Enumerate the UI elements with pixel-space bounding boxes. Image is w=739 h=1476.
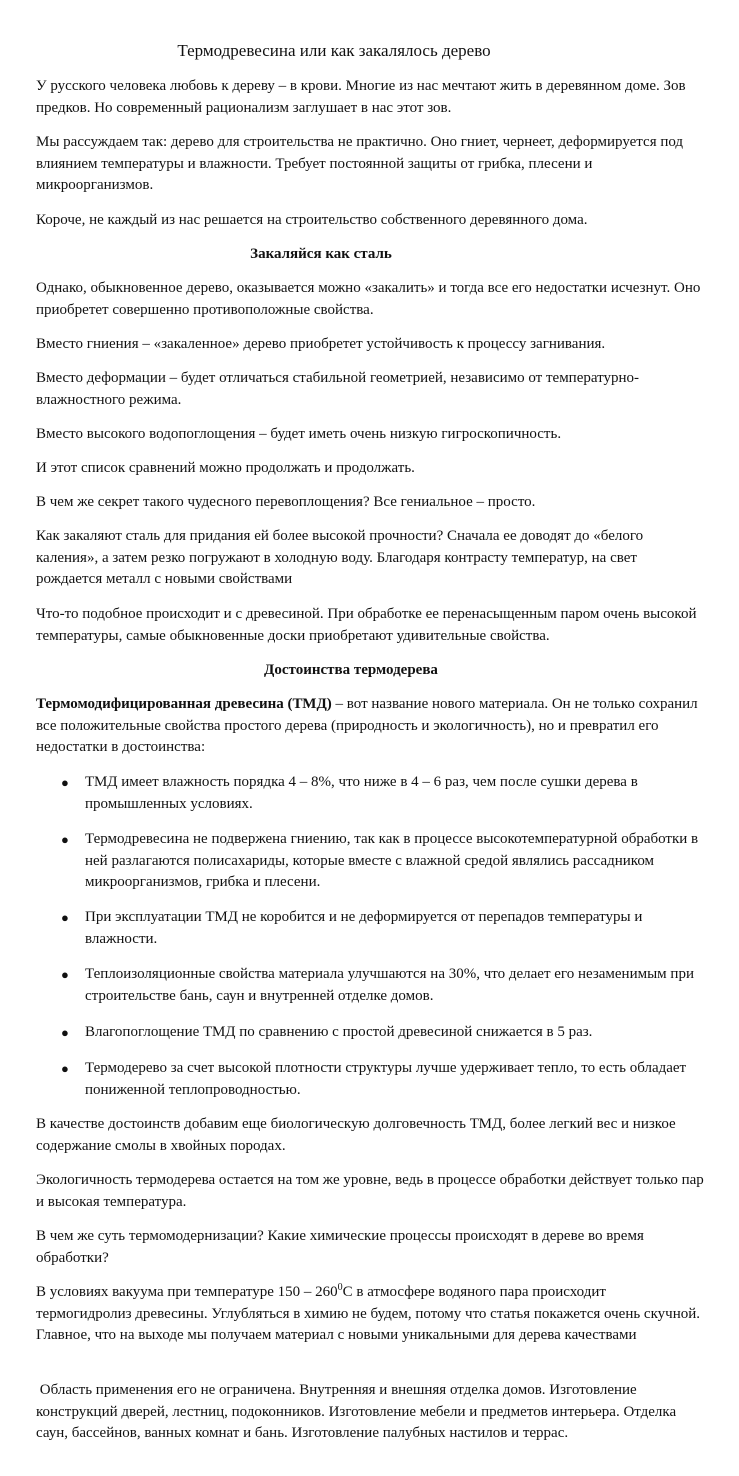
bullet-icon: ● bbox=[61, 832, 69, 847]
vacuum-text-end: С в атмосфере водяного пара происходит термогидролиз древесины. Углубляться в химию не будем, потому что статья покажется очень скучной. Главное, что на выходе мы получаем материал с новыми уникальными для дерева качествами bbox=[36, 1284, 701, 1344]
bullet-icon: ● bbox=[61, 1025, 69, 1040]
tmd-term: Термомодифицированная древесина (ТМД) bbox=[36, 696, 332, 712]
section1-paragraph-8: Что-то подобное происходит и с древесиной. При обработке ее перенасыщенным паром очень высокой температуры, самые обыкновенные доски приобретают удивительные свойства. bbox=[36, 606, 697, 644]
advantage-item bbox=[61, 964, 701, 1007]
intro-paragraph-3: Короче, не каждый из нас решается на строительство собственного деревянного дома. bbox=[36, 212, 588, 228]
document-title: Термодревесина или как закалялось дерево bbox=[177, 41, 491, 60]
section1-paragraph-1: Однако, обыкновенное дерево, оказывается можно «закалить» и тогда все его недостатки исчезнут. Оно приобретет совершенно противоположные свойства. bbox=[36, 280, 701, 318]
section-heading-harden: Закаляйся как сталь bbox=[250, 246, 392, 262]
advantage-item bbox=[61, 829, 701, 894]
bullet-icon: ● bbox=[61, 967, 69, 982]
section1-paragraph-4: Вместо высокого водопоглощения – будет иметь очень низкую гигроскопичность. bbox=[36, 426, 562, 442]
degree-superscript: 0 bbox=[337, 1282, 343, 1293]
intro-paragraph-2: Мы рассуждаем так: дерево для строительства не практично. Оно гниет, чернеет, деформируется под влиянием температуры и влажности. Требует постоянной защиты от грибка, плесени и микроорганизмов. bbox=[36, 134, 684, 194]
section2-paragraph-3: В чем же суть термомодернизации? Какие химические процессы происходят в дереве во время обработки? bbox=[36, 1228, 644, 1266]
tmd-lead-paragraph bbox=[36, 694, 704, 759]
vacuum-paragraph bbox=[36, 1282, 704, 1347]
section1-paragraph-6: В чем же секрет такого чудесного перевоплощения? Все гениальное – просто. bbox=[36, 494, 536, 510]
section1-paragraph-5: И этот список сравнений можно продолжать и продолжать. bbox=[36, 460, 415, 476]
advantage-text: ТМД имеет влажность порядка 4 – 8%, что ниже в 4 – 6 раз, чем после сушки дерева в промышленных условиях. bbox=[85, 774, 638, 812]
closing-paragraph: Область применения его не ограничена. Внутренняя и внешняя отделка домов. Изготовление конструкций дверей, лестниц, подоконников. Изготовление мебели и предметов интерьера. Отделка саун, бассейнов, ванных комнат и бань. Изготовление палубных настилов и террас. bbox=[36, 1382, 680, 1442]
advantage-text: Термодревесина не подвержена гниению, так как в процессе высокотемпературной обработки в ней разлагаются полисахариды, которые вместе с влажной средой являлись рассадником микроорганизмов, грибка и плесени. bbox=[85, 831, 699, 891]
bullet-icon: ● bbox=[61, 1061, 69, 1076]
intro-paragraph-1: У русского человека любовь к дереву – в крови. Многие из нас мечтают жить в деревянном доме. Зов предков. Но современный рационализм заглушает в нас этот зов. bbox=[36, 78, 686, 116]
advantage-item bbox=[61, 1022, 701, 1044]
vacuum-text-start: В условиях вакуума при температуре 150 – 260 bbox=[36, 1284, 338, 1300]
advantage-text: Теплоизоляционные свойства материала улучшаются на 30%, что делает его незаменимым при строительстве бань, саун и внутренней отделке домов. bbox=[85, 966, 694, 1004]
section2-paragraph-2: Экологичность термодерева остается на том же уровне, ведь в процессе обработки действует только пар и высокая температура. bbox=[36, 1172, 704, 1210]
bullet-icon: ● bbox=[61, 775, 69, 790]
bullet-icon: ● bbox=[61, 910, 69, 925]
section2-paragraph-1: В качестве достоинств добавим еще биологическую долговечность ТМД, более легкий вес и низкое содержание смолы в хвойных породах. bbox=[36, 1116, 676, 1154]
advantage-text: Термодерево за счет высокой плотности структуры лучше удерживает тепло, то есть обладает пониженной теплопроводностью. bbox=[85, 1060, 687, 1098]
section1-paragraph-3: Вместо деформации – будет отличаться стабильной геометрией, независимо от температурно-влажностного режима. bbox=[36, 370, 640, 408]
section1-paragraph-7: Как закаляют сталь для придания ей более высокой прочности? Сначала ее доводят до «белого каления», а затем резко погружают в холодную воду. Благодаря контрасту температур, на свет рождается металл с новыми свойствами bbox=[36, 528, 644, 588]
section1-paragraph-2: Вместо гниения – «закаленное» дерево приобретет устойчивость к процессу загнивания. bbox=[36, 336, 606, 352]
advantage-item bbox=[61, 1058, 701, 1101]
advantage-text: При эксплуатации ТМД не коробится и не деформируется от перепадов температуры и влажности. bbox=[85, 909, 643, 947]
advantage-item bbox=[61, 772, 701, 815]
advantage-item bbox=[61, 907, 701, 950]
advantage-text: Влагопоглощение ТМД по сравнению с простой древесиной снижается в 5 раз. bbox=[85, 1024, 593, 1040]
section-heading-advantages: Достоинства термодерева bbox=[264, 662, 438, 678]
tmd-lead-text: – вот название нового материала. Он не только сохранил все положительные свойства простого дерева (природность и экологичность), но и превратил его недостатки в достоинства: bbox=[36, 696, 698, 756]
